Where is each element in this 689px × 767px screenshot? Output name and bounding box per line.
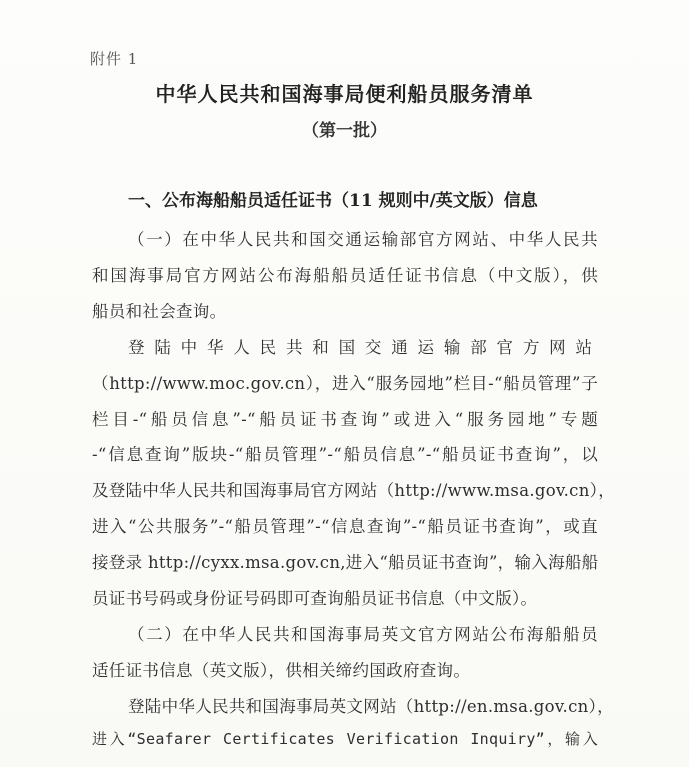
body-line: 登陆中华人民共和国交通运输部官方网站 <box>128 338 598 357</box>
body-line: 进入“公共服务”-“船员管理”-“信息查询”-“船员证书查询”，或直 <box>92 517 598 536</box>
section-heading: 一、公布海船船员适任证书（11 规则中/英文版）信息 <box>128 191 538 211</box>
body-line: 及登陆中华人民共和国海事局官方网站（http://www.msa.gov.cn）， <box>92 481 616 500</box>
body-line: 员证书号码或身份证号码即可查询船员证书信息（中文版）。 <box>92 589 538 608</box>
document-title: 中华人民共和国海事局便利船员服务清单 <box>155 82 534 106</box>
attachment-label: 附件 1 <box>90 50 139 68</box>
body-line: （一）在中华人民共和国交通运输部官方网站、中华人民共 <box>128 230 598 249</box>
body-line: 进入“Seafarer Certificates Verification Inquiry”，输入 <box>92 730 598 748</box>
body-line: 栏目-“船员信息”-“船员证书查询”或进入“服务园地”专题 <box>92 410 598 429</box>
body-line: 登陆中华人民共和国海事局英文网站（http://en.msa.gov.cn）， <box>128 697 614 716</box>
body-line: 适任证书信息（英文版），供相关缔约国政府查询。 <box>92 661 471 680</box>
body-line: -“信息查询”版块-“船员管理”-“船员信息”-“船员证书查询”，以 <box>92 445 598 464</box>
body-line: （http://www.moc.gov.cn），进入“服务园地”栏目-“船员管理”子 <box>92 374 598 393</box>
document-subtitle: （第一批） <box>302 121 387 141</box>
body-line: 接登录 http://cyxx.msa.gov.cn,进入“船员证书查询”，输入海船船 <box>92 553 599 572</box>
body-line: 船员和社会查询。 <box>92 302 227 321</box>
body-line: 和国海事局官方网站公布海船船员适任证书信息（中文版），供 <box>92 266 598 285</box>
body-line: （二）在中华人民共和国海事局英文官方网站公布海船船员 <box>128 625 598 644</box>
